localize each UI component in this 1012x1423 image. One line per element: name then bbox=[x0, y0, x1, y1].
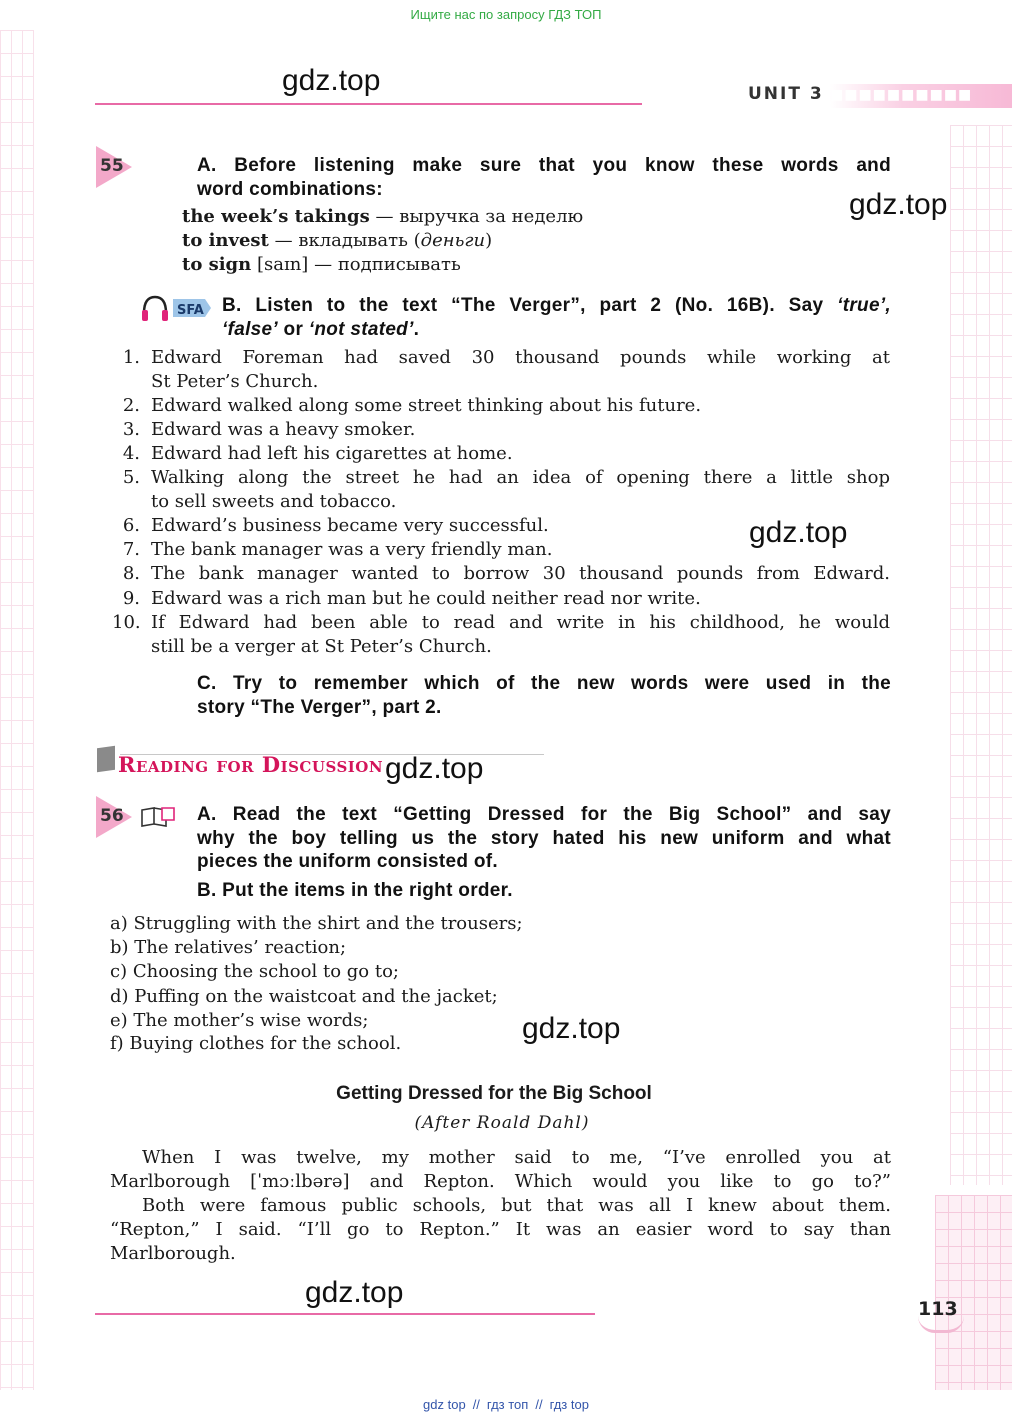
story-line: When I was twelve, my mother said to me, “I’ve enrolled you at bbox=[142, 1147, 891, 1168]
task-56a: A. Read the text “Getting Dressed for the Big School” and say why the boy telling us the story hated his new uniform and what pieces the uniform consisted of. bbox=[197, 804, 891, 872]
watermark: gdz.top bbox=[849, 188, 948, 221]
footer-rule bbox=[95, 1313, 595, 1315]
statement: If Edward had been able to read and write in his childhood, he would bbox=[151, 612, 890, 633]
footer-link[interactable]: gdz top bbox=[423, 1397, 466, 1412]
footer-link[interactable]: гдз top bbox=[549, 1397, 589, 1412]
task-55c: C. Try to remember which of the new words were used in the story “The Verger”, part 2. bbox=[197, 673, 891, 718]
order-item: e) The mother’s wise words; bbox=[110, 1010, 369, 1031]
list-number: 7. bbox=[122, 539, 140, 560]
top-search-link[interactable]: Ищите нас по запросу ГДЗ ТОП bbox=[410, 7, 602, 22]
story-line: Marlborough. bbox=[110, 1243, 236, 1264]
footer-links: gdz top // гдз топ // гдз top bbox=[423, 1397, 589, 1412]
statement: Walking along the street he had an idea of opening there a little shop bbox=[151, 467, 890, 488]
section-title: Reading for Discussion bbox=[118, 752, 384, 777]
list-number: 6. bbox=[122, 515, 140, 536]
statement: Edward had left his cigarettes at home. bbox=[151, 443, 513, 464]
list-number: 8. bbox=[122, 563, 140, 584]
order-item: b) The relatives’ reaction; bbox=[110, 937, 347, 958]
statement-cont: to sell sweets and tobacco. bbox=[151, 491, 397, 512]
watermark: gdz.top bbox=[282, 64, 381, 97]
unit-label: UNIT 3 bbox=[748, 84, 824, 104]
corner-pattern bbox=[935, 1195, 1012, 1390]
order-item: f) Buying clothes for the school. bbox=[110, 1033, 402, 1054]
statement: Edward walked along some street thinking about his future. bbox=[151, 395, 702, 416]
list-number: 10. bbox=[112, 612, 141, 633]
left-margin-pattern bbox=[0, 30, 34, 1390]
vocab-item: to invest — вкладывать (деньги) bbox=[182, 230, 493, 251]
list-number: 2. bbox=[122, 395, 140, 416]
statement: The bank manager was a very friendly man. bbox=[151, 539, 553, 560]
task-56b: B. Put the items in the right order. bbox=[197, 880, 513, 901]
task-55a: A. Before listening make sure that you know these words and word combinations: bbox=[197, 155, 891, 200]
list-number: 4. bbox=[122, 443, 140, 464]
watermark: gdz.top bbox=[522, 1012, 621, 1045]
reading-book-icon bbox=[140, 806, 176, 828]
story-line: “Repton,” I said. “I’ll go to Repton.” It was an easier word to say than bbox=[110, 1219, 891, 1240]
order-item: d) Puffing on the waistcoat and the jacket; bbox=[110, 986, 498, 1007]
story-title: Getting Dressed for the Big School bbox=[336, 1083, 652, 1104]
header-rule bbox=[95, 103, 642, 105]
story-line: Marlborough [ˈmɔːlbərə] and Repton. Which would you like to go to?” bbox=[110, 1171, 891, 1192]
statement: The bank manager wanted to borrow 30 thousand pounds from Edward. bbox=[151, 563, 890, 584]
watermark: gdz.top bbox=[305, 1276, 404, 1309]
section-flag-icon bbox=[97, 746, 115, 773]
right-margin-pattern bbox=[950, 125, 1012, 1185]
statement-cont: St Peter’s Church. bbox=[151, 371, 319, 392]
statement-cont: still be a verger at St Peter’s Church. bbox=[151, 636, 492, 657]
page-number: 113 bbox=[918, 1298, 958, 1320]
watermark: gdz.top bbox=[749, 516, 848, 549]
order-item: c) Choosing the school to go to; bbox=[110, 961, 399, 982]
list-number: 1. bbox=[122, 347, 140, 368]
story-line: Both were famous public schools, but that was all I knew about them. bbox=[142, 1195, 891, 1216]
vocab-item: to sign [saɪn] — подписывать bbox=[182, 254, 461, 275]
unit-band: ■■■■■■■■■■ bbox=[830, 84, 1012, 108]
audio-icon[interactable] bbox=[141, 293, 213, 323]
statement: Edward Foreman had saved 30 thousand pounds while working at bbox=[151, 347, 890, 368]
footer-link[interactable]: гдз топ bbox=[486, 1397, 529, 1412]
exercise-marker-56: 56 bbox=[96, 796, 132, 838]
statement: Edward was a heavy smoker. bbox=[151, 419, 416, 440]
list-number: 5. bbox=[122, 467, 140, 488]
list-number: 3. bbox=[122, 419, 140, 440]
vocab-item: the week’s takings — выручка за неделю bbox=[182, 206, 584, 227]
statement: Edward was a rich man but he could neither read nor write. bbox=[151, 588, 701, 609]
exercise-marker-55: 55 bbox=[96, 146, 132, 188]
audio-icon-label: SFA bbox=[177, 303, 204, 318]
watermark: gdz.top bbox=[385, 752, 484, 785]
story-author: (After Roald Dahl) bbox=[414, 1113, 590, 1133]
task-55b: B. Listen to the text “The Verger”, part 2 (No. 16B). Say ‘true’, ‘false’ or ‘not stated’. bbox=[222, 295, 891, 340]
list-number: 9. bbox=[122, 588, 140, 609]
statement: Edward’s business became very successful. bbox=[151, 515, 549, 536]
order-item: a) Struggling with the shirt and the trousers; bbox=[110, 913, 523, 934]
